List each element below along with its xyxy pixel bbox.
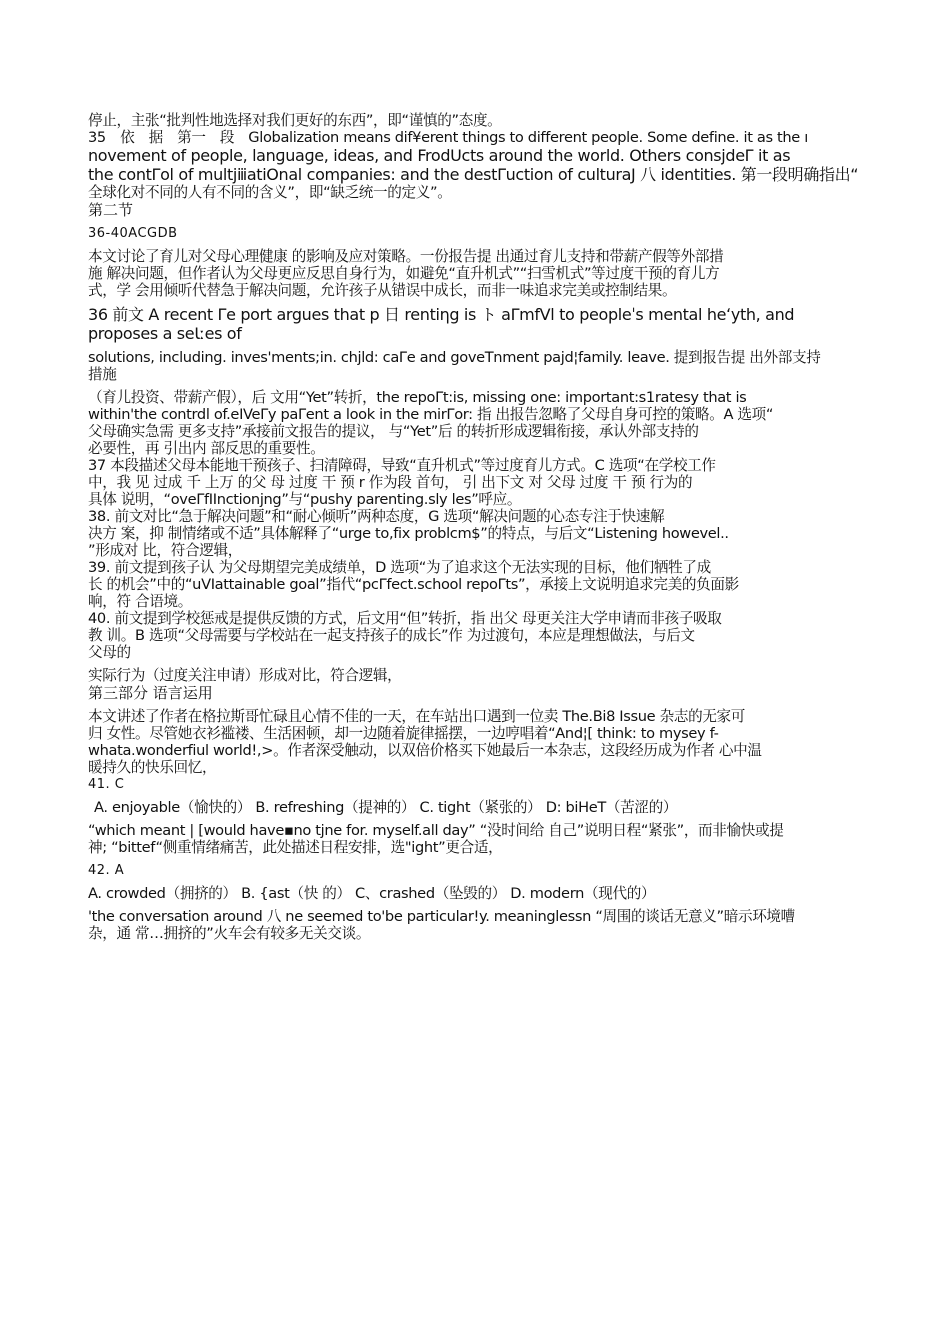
text-line: 38. 前文对比“急于解决问题”和“耐心倾听”两种态度，G 选项“解决问题的心态专注于快速解 — [88, 508, 665, 525]
section-heading: 第三部分 语言运用 — [88, 684, 213, 702]
text-line: 归 女性。尽管她衣衫褴褛、生活困顿，却一边随着旋律摇摆，一边哼唱着“And¦[ think: to mysey f- — [88, 725, 719, 742]
text-line: 施 解决问题，但作者认为父母更应反思自身行为，如避免“直升机式”“扫雪机式”等过度干预的育儿方 — [88, 265, 720, 282]
text-line: 教 训。B 选项“父母需要与学校站在一起支持孩子的成长”作 为过渡句，本应是理想做法，与后文 — [88, 627, 695, 644]
text-line: 式，学 会用倾听代替急于解决问题，允许孩子从错误中成长，而非一味追求完美或控制结果。 — [88, 282, 677, 299]
text-line: 停止，主张“批判性地选择对我们更好的东西”，即“谨慎的”态度。 — [88, 112, 502, 129]
options-line: A. enjoyable（愉快的） B. refreshing（提神的） C. tight（紧张的） D: biHeT（苦涩的） — [94, 799, 678, 816]
options-line: A. crowded（拥挤的） B. {ast（快 的） C、crashed（坠毁的） D. modern（现代的） — [88, 885, 656, 902]
text-line: within'the contrdl of.eIVeΓy paΓent a look in the mirΓor: 指 出报告忽略了父母自身可控的策略。A 选项“ — [88, 406, 774, 423]
text-line: 本文讨论了育儿对父母心理健康 的影响及应对策略。一份报告提 出通过育儿支持和带薪产假等外部措 — [88, 248, 724, 265]
text-line: 'the conversation around 八 ne seemed to'be particular!y. meaninglessn “周围的谈话无意义”暗示环境嘈 — [88, 908, 795, 925]
text-line: 37 本段描述父母本能地干预孩子、扫清障碍，导致“直升机式”等过度育儿方式。C 选项“在学校工作 — [88, 457, 716, 474]
text-line: 父母确实急需 更多支持”承接前文报告的提议， 与“Yet”后 的转折形成逻辑衔接，承认外部支持的 — [88, 423, 699, 440]
answer-number: 42. A — [88, 863, 125, 878]
text-line: 实际行为（过度关注申请）形成对比，符合逻辑， — [88, 667, 402, 684]
document-page — [88, 112, 866, 942]
text-line: 杂，通 常…拥挤的”火车会有较多无关交谈。 — [88, 925, 371, 942]
answer-key: 36-40ACGDB — [88, 226, 178, 241]
answer-number: 41. C — [88, 777, 125, 792]
text-line: ”形成对 比，符合逻辑， — [88, 542, 242, 559]
text-line: the contΓol of multjⅲatiOnal companies: and the destΓuction of culturaJ 八 identities. 第一段明确指出“ — [88, 165, 859, 184]
text-line: 暖持久的快乐回忆， — [88, 759, 217, 776]
text-line: 本文讲述了作者在格拉斯哥忙碌且心情不佳的一天，在车站出口遇到一位卖 The.Bi8 Issue 杂志的无家可 — [88, 708, 746, 725]
section-heading: 第二节 — [88, 201, 134, 219]
text-line: 40. 前文提到学校惩戒是提供反馈的方式，后文用“但”转折，指 出父 母更关注大学申请而非孩子吸取 — [88, 610, 722, 627]
text-line: 35 依 据 第一 段 Globalization means dif¥erent things to different people. Some define. it as the ı — [88, 129, 808, 146]
text-line: 具体 说明，“oveΓfIInctionjng”与“pushy parenting.sly les”呼应。 — [88, 491, 522, 508]
text-line: novement of peoplе, lаnɡuаɡе, ideas, and FrodUcts around the world. Others consjdeΓ it as — [88, 146, 791, 165]
text-line: 决方 案，抑 制情绪或不适”具体解释了“urge to,fix problcm$”的特点，与后文“Listening howevel.. — [88, 525, 729, 542]
text-line: “which meant | [would have▪no tjne for. myself.all day” “没时间给 自己”说明日程“紧张”，而非愉快或提 — [88, 822, 784, 839]
text-line: proposes a seƖːes of — [88, 324, 242, 343]
text-line: 神; “bittef“侧重情绪痛苦，此处描述日程安排，选"ight”更合适， — [88, 839, 503, 856]
text-line: 中，我 见 过成 千 上万 的父 母 过度 干 预 r 作为段 首句， 引 出下文 对 父母 过度 干 预 行为的 — [88, 474, 693, 491]
text-line: 必要性，再 引出内 部反思的重要性。 — [88, 440, 325, 457]
text-line: 全球化对不同的人有不同的含义”，即“缺乏统一的定义”。 — [88, 184, 452, 201]
text-line: （育儿投资、带薪产假），后 文用“Yet”转折，the repoΓt:is, missing one: important:s1ratesy that is — [88, 389, 747, 406]
text-line: whata.wonderfiul world!,>。作者深受触动，以双倍价格买下她最后一本杂志，这段经历成为作者 心中温 — [88, 742, 762, 759]
text-line: 父母的 — [88, 644, 131, 661]
text-line: 响，符 合语境。 — [88, 593, 192, 610]
text-line: 长 的机会”中的“uVIattainable goal”指代“pcΓfect.school repoΓts”，承接上文说明追求完美的负面影 — [88, 576, 739, 593]
text-line: solutions, including. inves'ments;in. chjld: caΓe and goveTnment pajd¦family. leave. 提到报告提 出外部支持 — [88, 349, 821, 366]
text-line: 39. 前文提到孩子认 为父母期望完美成绩单，D 选项“为了追求这个无法实现的目标，他们牺牲了成 — [88, 559, 711, 576]
text-line: 36 前文 A recent Γe port argues that p 日 rentiηg is ト aΓmfVl to peopleˈs mental heʻyth, and — [88, 305, 795, 324]
text-line: 措施 — [88, 366, 117, 383]
